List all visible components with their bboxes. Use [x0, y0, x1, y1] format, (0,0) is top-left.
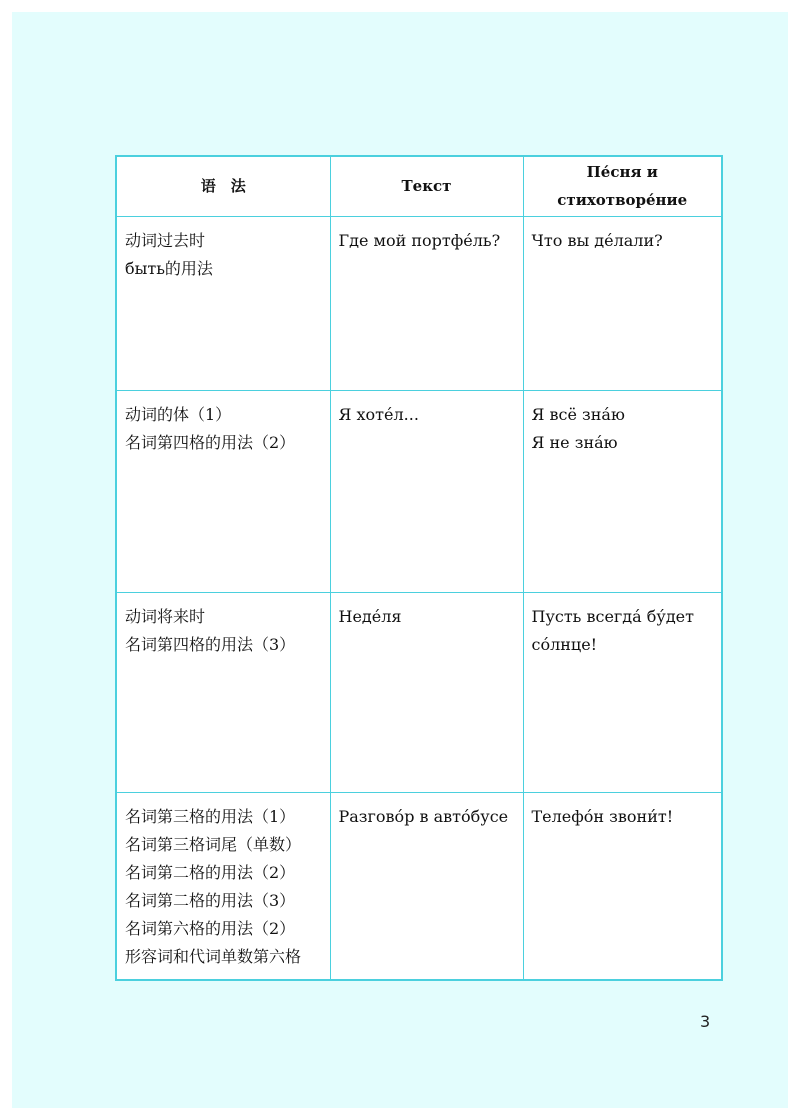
song-cell — [523, 216, 722, 390]
song-cell — [523, 592, 722, 792]
grammar-line: 名词第二格的用法（2） — [125, 862, 296, 882]
header-text-label: Текст — [401, 177, 452, 196]
text-cell — [330, 792, 523, 980]
grammar-line: 动词将来时 — [125, 606, 206, 626]
song-line: Я не зна́ю — [531, 432, 618, 452]
song-line: Что вы де́лали? — [531, 230, 663, 250]
grammar-cell — [116, 390, 330, 592]
text-line: Я хоте́л... — [338, 404, 419, 424]
header-grammar — [116, 156, 330, 216]
song-line: Я всё зна́ю — [531, 404, 625, 424]
grammar-line: 名词第四格的用法（2） — [125, 432, 296, 452]
song-line: со́лнце! — [531, 634, 598, 654]
text-line: Неде́ля — [338, 606, 402, 626]
grammar-line: 名词第二格的用法（3） — [125, 890, 296, 910]
table-row — [116, 792, 722, 980]
header-grammar-label: 语 法 — [200, 177, 246, 196]
header-song — [523, 156, 722, 216]
text-cell — [330, 592, 523, 792]
song-line: Пусть всегда́ бу́дет — [531, 606, 694, 626]
grammar-cell — [116, 216, 330, 390]
grammar-line: 动词的体（1） — [125, 404, 232, 424]
table-row — [116, 390, 722, 592]
grammar-line: 名词第六格的用法（2） — [125, 918, 296, 938]
grammar-cell — [116, 592, 330, 792]
grammar-cell — [116, 792, 330, 980]
table-row — [116, 592, 722, 792]
header-text — [330, 156, 523, 216]
syllabus-table — [115, 155, 723, 981]
grammar-line: быть的用法 — [125, 258, 213, 278]
song-line: Телефо́н звони́т! — [531, 806, 674, 826]
grammar-line: 名词第三格词尾（单数） — [125, 834, 302, 854]
grammar-line: 名词第四格的用法（3） — [125, 634, 296, 654]
text-cell — [330, 390, 523, 592]
grammar-line: 动词过去时 — [125, 230, 206, 250]
header-song-line2: стихотворе́ние — [557, 191, 688, 210]
table-row — [116, 216, 722, 390]
song-cell — [523, 792, 722, 980]
grammar-line: 名词第三格的用法（1） — [125, 806, 296, 826]
text-line: Где мой портфе́ль? — [338, 230, 501, 250]
text-line: Разгово́р в авто́бусе — [338, 806, 509, 826]
grammar-line: 形容词和代词单数第六格 — [125, 946, 302, 966]
song-cell — [523, 390, 722, 592]
table-header-row — [116, 156, 722, 216]
text-cell — [330, 216, 523, 390]
page-number: 3 — [700, 1012, 711, 1031]
header-song-line1: Пе́сня и — [586, 163, 658, 182]
